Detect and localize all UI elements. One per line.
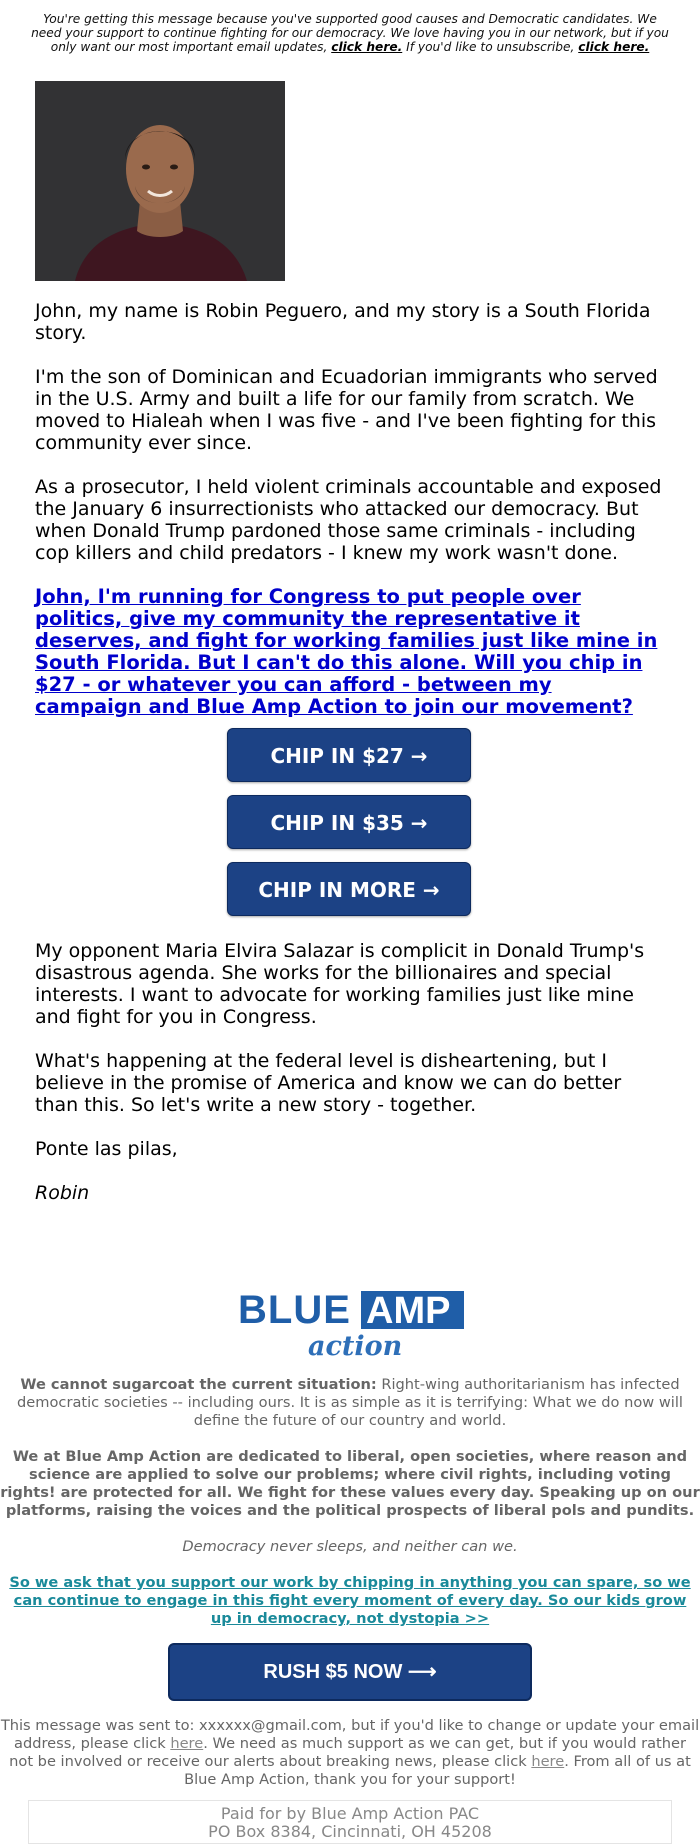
chip-in-more-button[interactable]: CHIP IN MORE → <box>227 862 471 916</box>
update-email-link[interactable]: here <box>170 1735 204 1752</box>
rush-5-button[interactable]: RUSH $5 NOW ⟶ <box>168 1643 532 1701</box>
sent-text-2: . We need as much support as we can get, but if you would rather not be involved or receive our alerts about breaking news, please click <box>9 1735 686 1770</box>
footer-text: Right-wing authoritarianism has infected democratic societies -- including ours. It is as simple as it is terrifying: What we do now will define the future of our country and world. <box>17 1376 683 1429</box>
donation-buttons <box>227 728 473 929</box>
sent-text-1: This message was sent to: xxxxxx@gmail.com, but if you'd like to change or update your email address, please click <box>0 1717 700 1752</box>
organization-footer <box>0 1376 700 1628</box>
letter-body-bottom <box>35 940 665 1226</box>
preheader <box>30 12 670 54</box>
letter-closing: Ponte las pilas, <box>35 1138 178 1160</box>
logo-word-action: action <box>308 1331 403 1361</box>
logo-word-amp: AMP <box>366 1290 451 1332</box>
blue-amp-action-logo <box>236 1287 466 1361</box>
support-work-link[interactable]: So we ask that you support our work by chipping in anything you can spare, so we can continue to engage in this fight every moment of every day. So our kids grow up in democracy, not dystopia >> <box>9 1574 691 1627</box>
chip-in-35-button[interactable]: CHIP IN $35 → <box>227 795 471 849</box>
letter-paragraph: John, my name is Robin Peguero, and my story is a South Florida story. <box>35 300 651 344</box>
paid-for-line: Paid for by Blue Amp Action PAC <box>220 1804 480 1823</box>
email-preferences-link[interactable]: click here. <box>331 40 403 54</box>
footer-tagline: Democracy never sleeps, and neither can we. <box>182 1538 518 1555</box>
paid-for-address: PO Box 8384, Cincinnati, OH 45208 <box>208 1822 492 1841</box>
footer-bold-lead: We cannot sugarcoat the current situation: <box>20 1376 377 1393</box>
letter-paragraph: My opponent Maria Elvira Salazar is complicit in Donald Trump's disastrous agenda. She works for the billionaires and special interests. I want to advocate for working families just like mine and fight for you in Congress. <box>35 940 645 1028</box>
letter-paragraph: As a prosecutor, I held violent criminals accountable and exposed the January 6 insurrectionists who attacked our democracy. But when Donald Trump pardoned those same criminals - including cop killers and child predators - I knew my work wasn't done. <box>35 476 662 564</box>
preheader-text-1: You're getting this message because you've supported good causes and Democratic candidates. We need your support to continue fighting for our democracy. We love having you in our network, but if you only want our most important email updates, <box>31 12 669 54</box>
chip-in-27-button[interactable]: CHIP IN $27 → <box>227 728 471 782</box>
sent-to-notice <box>0 1717 700 1789</box>
letter-paragraph: What's happening at the federal level is disheartening, but I believe in the promise of America and know we can do better than this. So let's write a new story - together. <box>35 1050 622 1116</box>
letter-signature: Robin <box>35 1182 90 1204</box>
paid-for-disclaimer <box>28 1800 672 1844</box>
opt-out-link[interactable]: here <box>531 1753 565 1770</box>
sent-text-3: . From all of us at Blue Amp Action, thank you for your support! <box>184 1753 691 1788</box>
preheader-text-2: If you'd like to unsubscribe, <box>402 40 579 54</box>
unsubscribe-link[interactable]: click here. <box>578 40 650 54</box>
donation-ask-link[interactable]: John, I'm running for Congress to put people over politics, give my community the representative it deserves, and fight for working families just like mine in South Florida. But I can't do this alone. Will you chip in $27 - or whatever you can afford - between my campaign and Blue Amp Action to join our movement? <box>35 585 658 718</box>
footer-paragraph-2: We at Blue Amp Action are dedicated to liberal, open societies, where reason and science are applied to solve our problems; where civil rights, including voting rights! are protected for all. We fight for these values every day. Speaking up on our platforms, raising the voices and the political prospects of liberal pols and pundits. <box>0 1448 700 1519</box>
footer-paragraph-1 <box>0 1376 700 1430</box>
letter-body-top <box>35 300 665 740</box>
candidate-photo <box>35 81 285 281</box>
logo-word-blue: BLUE <box>238 1288 351 1332</box>
letter-paragraph: I'm the son of Dominican and Ecuadorian immigrants who served in the U.S. Army and built a life for our family from scratch. We moved to Hialeah when I was five - and I've been fighting for this community ever since. <box>35 366 658 454</box>
